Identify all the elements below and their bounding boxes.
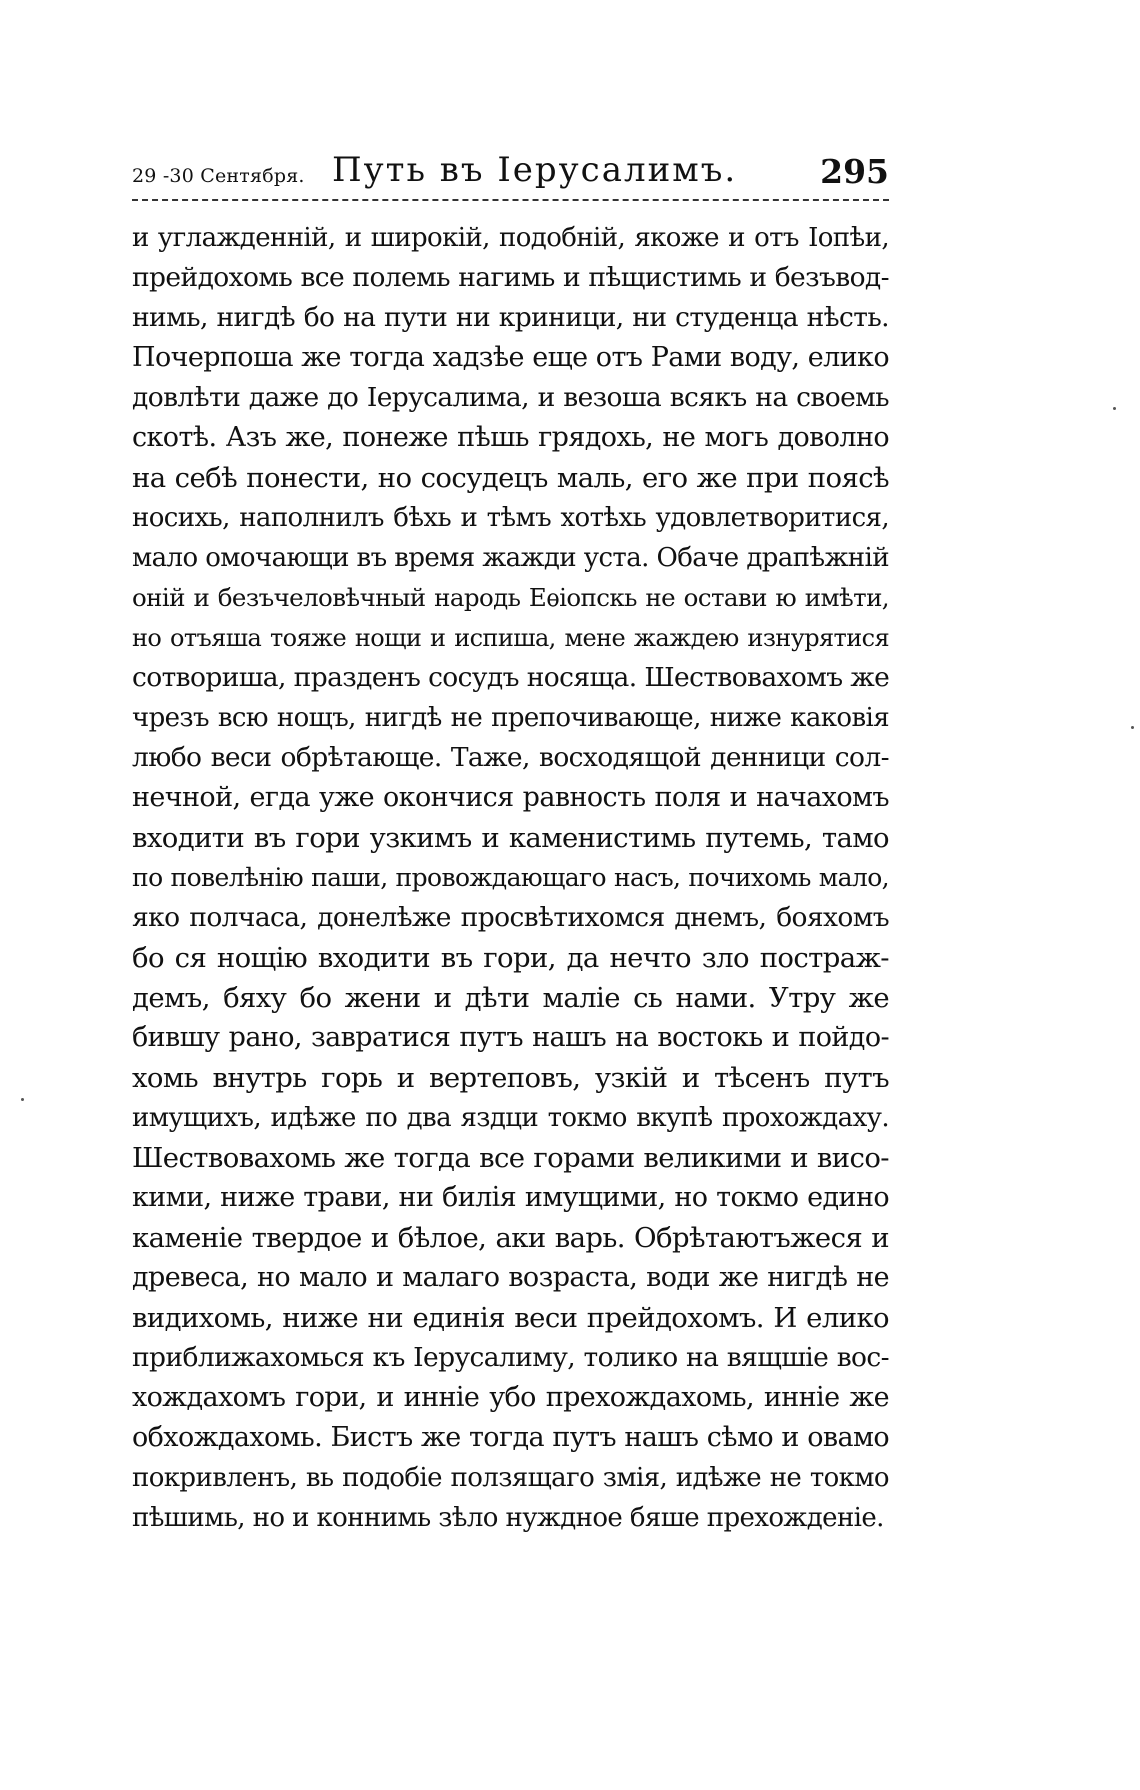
text-line: каменіе твердое и бѣлое, аки варь. Обрѣтаютъжеся и [132,1222,889,1254]
text-line: любо веси обрѣтающе. Таже, восходящой денници сол- [132,742,889,773]
text-line: Почерпоша же тогда хадзѣе еще отъ Рами воду, елико [132,342,889,373]
text-line: древеса, но мало и малаго возраста, води же нигдѣ не [132,1262,889,1293]
header-rule [132,199,889,201]
text-line: пѣшимь, но и коннимь зѣло нуждное бяше прехожденіе. [132,1503,884,1533]
text-line: входити въ гори узкимъ и каменистимь путемь, тамо [132,822,889,854]
text-line: довлѣти даже до Іерусалима, и везоша всякъ на своемь [132,382,889,413]
text-line: обхождахомь. Бистъ же тогда путъ нашъ сѣмо и овамо [132,1422,889,1453]
text-line: кими, ниже трави, ни билія имущими, но токмо едино [132,1182,889,1213]
text-line: прейдохомь все полемь нагимь и пѣщистимь и безъвод- [132,262,889,293]
text-line: и углажденній, и широкій, подобній, якоже и отъ Іопѣи, [132,223,889,253]
text-line: носихь, наполнилъ бѣхь и тѣмъ хотѣхь удовлетворитися, [132,503,889,533]
text-line: сотвориша, празденъ сосудъ носяща. Шествовахомъ же [132,662,890,693]
text-line: хождахомъ гори, и инніе убо прехождахомь, инніе же [132,1382,889,1413]
text-line: мало омочающи въ время жажди уста. Обаче драпѣжній [132,543,889,573]
running-head [132,150,889,194]
text-line: хомь внутрь горь и вертеповъ, узкій и тѣсенъ путъ [132,1062,889,1094]
body-text [132,218,889,1538]
text-line: яко полчаса, донелѣже просвѣтихомся днемъ, бояхомъ [132,902,889,933]
text-line: приближахомься къ Іерусалиму, толико на вящшіе вос- [132,1342,889,1373]
text-line: но отъяша тояже нощи и испиша, мене жаждею изнурятися [132,624,889,652]
text-line: оній и безъчеловѣчный народь Еѳіопскь не остави ю имѣти, [132,583,889,612]
text-line: на себѣ понести, но сосудецъ маль, его же при поясѣ [132,462,889,494]
text-line: чрезъ всю нощъ, нигдѣ не препочивающе, ниже каковія [132,703,889,733]
text-line: скотѣ. Азъ же, понеже пѣшь грядохь, не могь доволно [132,422,889,453]
text-line: бившу рано, завратися путъ нашъ на востокь и пойдо- [132,1022,889,1053]
text-line: покривленъ, вь подобіе ползящаго змія, идѣже не токмо [132,1463,889,1493]
scan-speck [1131,726,1134,729]
text-line: нечной, егда уже окончися равность поля и начахомъ [132,782,889,813]
header-title: Путь въ Іерусалимъ. [332,150,738,190]
scan-speck [1113,407,1116,410]
text-line: бо ся нощію входити въ гори, да нечто зло пострaж- [132,942,889,974]
text-line: демъ, бяху бо жени и дѣти маліе сь нами. Утру же [132,982,889,1014]
text-line: нимь, нигдѣ бо на пути ни криници, ни студенца нѣсть. [132,302,889,333]
text-line: Шествовахомь же тогда все горами великими и висо- [132,1142,889,1174]
text-line: по повелѣнію паши, провождающаго насъ, почихомь мало, [132,863,889,892]
text-line: видихомь, ниже ни единія веси прейдохомъ. И елико [132,1302,889,1334]
page-number: 295 [820,152,889,191]
scan-speck [21,1098,24,1101]
text-line: имущихъ, идѣже по два яздци токмо вкупѣ прохождаху. [132,1103,889,1133]
header-date: 29 -30 Сентября. [132,165,305,187]
